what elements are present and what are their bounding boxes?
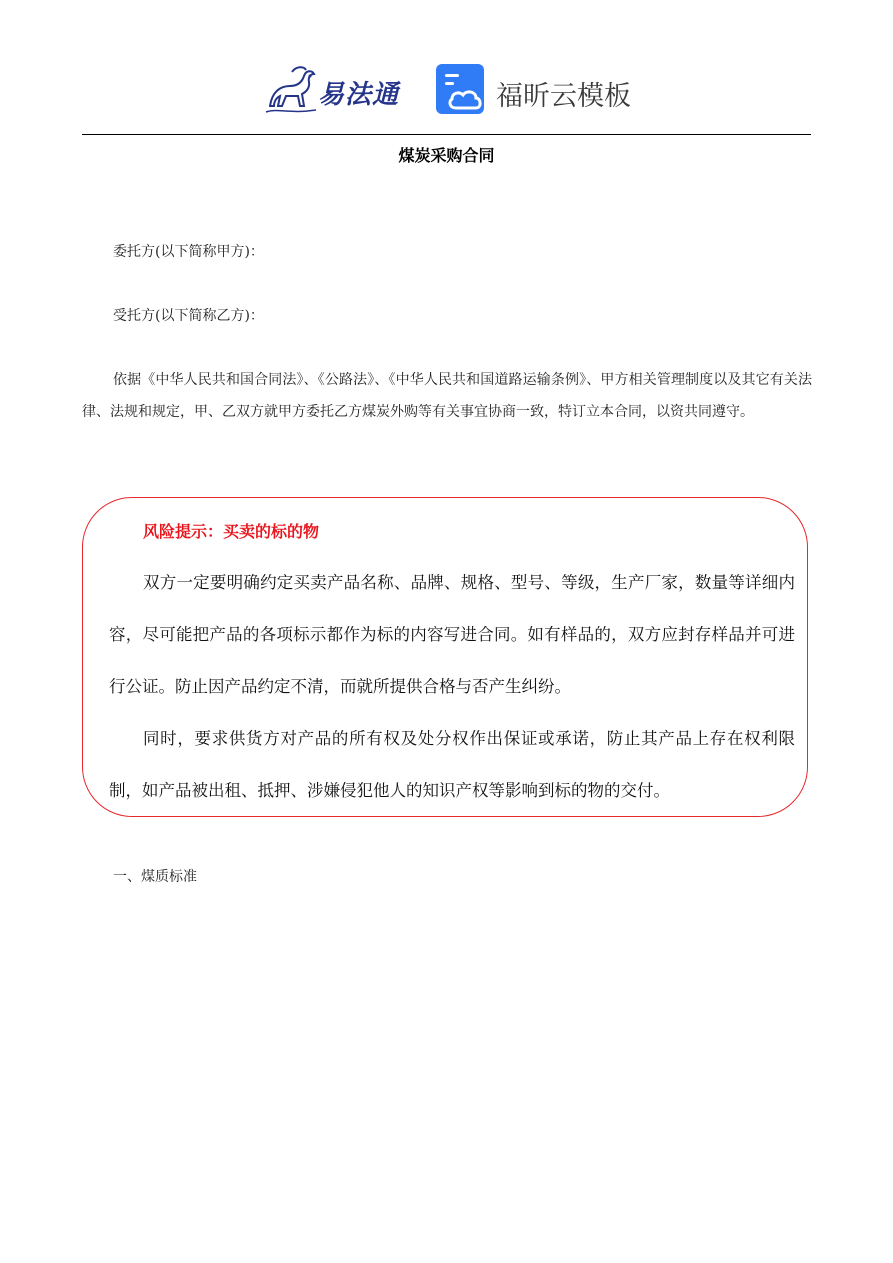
qilin-icon [262,62,320,120]
risk-warning-title: 风险提示：买卖的标的物 [143,522,320,541]
document-title: 煤炭采购合同 [398,146,495,165]
cloud-document-icon [436,64,488,116]
risk-paragraph: 双方一定要明确约定买卖产品名称、品牌、规格、型号、等级，生产厂家，数量等详细内容，尽可能把产品的各项标示都作为标的内容写进合同。如有样品的，双方应封存样品并可进行公证。防止因产品约定不清，而就所提供合格与否产生纠纷。 [109,573,795,696]
party-a-line: 委托方(以下简称甲方)： [113,244,264,260]
foxit-cloud-template-logo [436,64,636,120]
risk-paragraph: 同时，要求供货方对产品的所有权及处分权作出保证或承诺，防止其产品上存在权利限制，如产品被出租、抵押、涉嫌侵犯他人的知识产权等影响到标的物的交付。 [109,729,795,800]
header-divider [82,134,811,135]
party-b-line: 受托方(以下简称乙方)： [113,308,264,324]
page-header [0,58,893,124]
intro-paragraph: 依据《中华人民共和国合同法》、《公路法》、《中华人民共和国道路运输条例》、甲方相关管理制度以及其它有关法律、法规和规定，甲、乙双方就甲方委托乙方煤炭外购等有关事宜协商一致，特订立本合同，以资共同遵守。 [82,372,812,420]
foxit-logo-text: 福昕云模板 [496,81,631,112]
section-heading: 一、煤质标准 [113,869,197,885]
yifatong-logo [262,62,412,120]
yifatong-logo-text: 易法通 [318,80,400,110]
